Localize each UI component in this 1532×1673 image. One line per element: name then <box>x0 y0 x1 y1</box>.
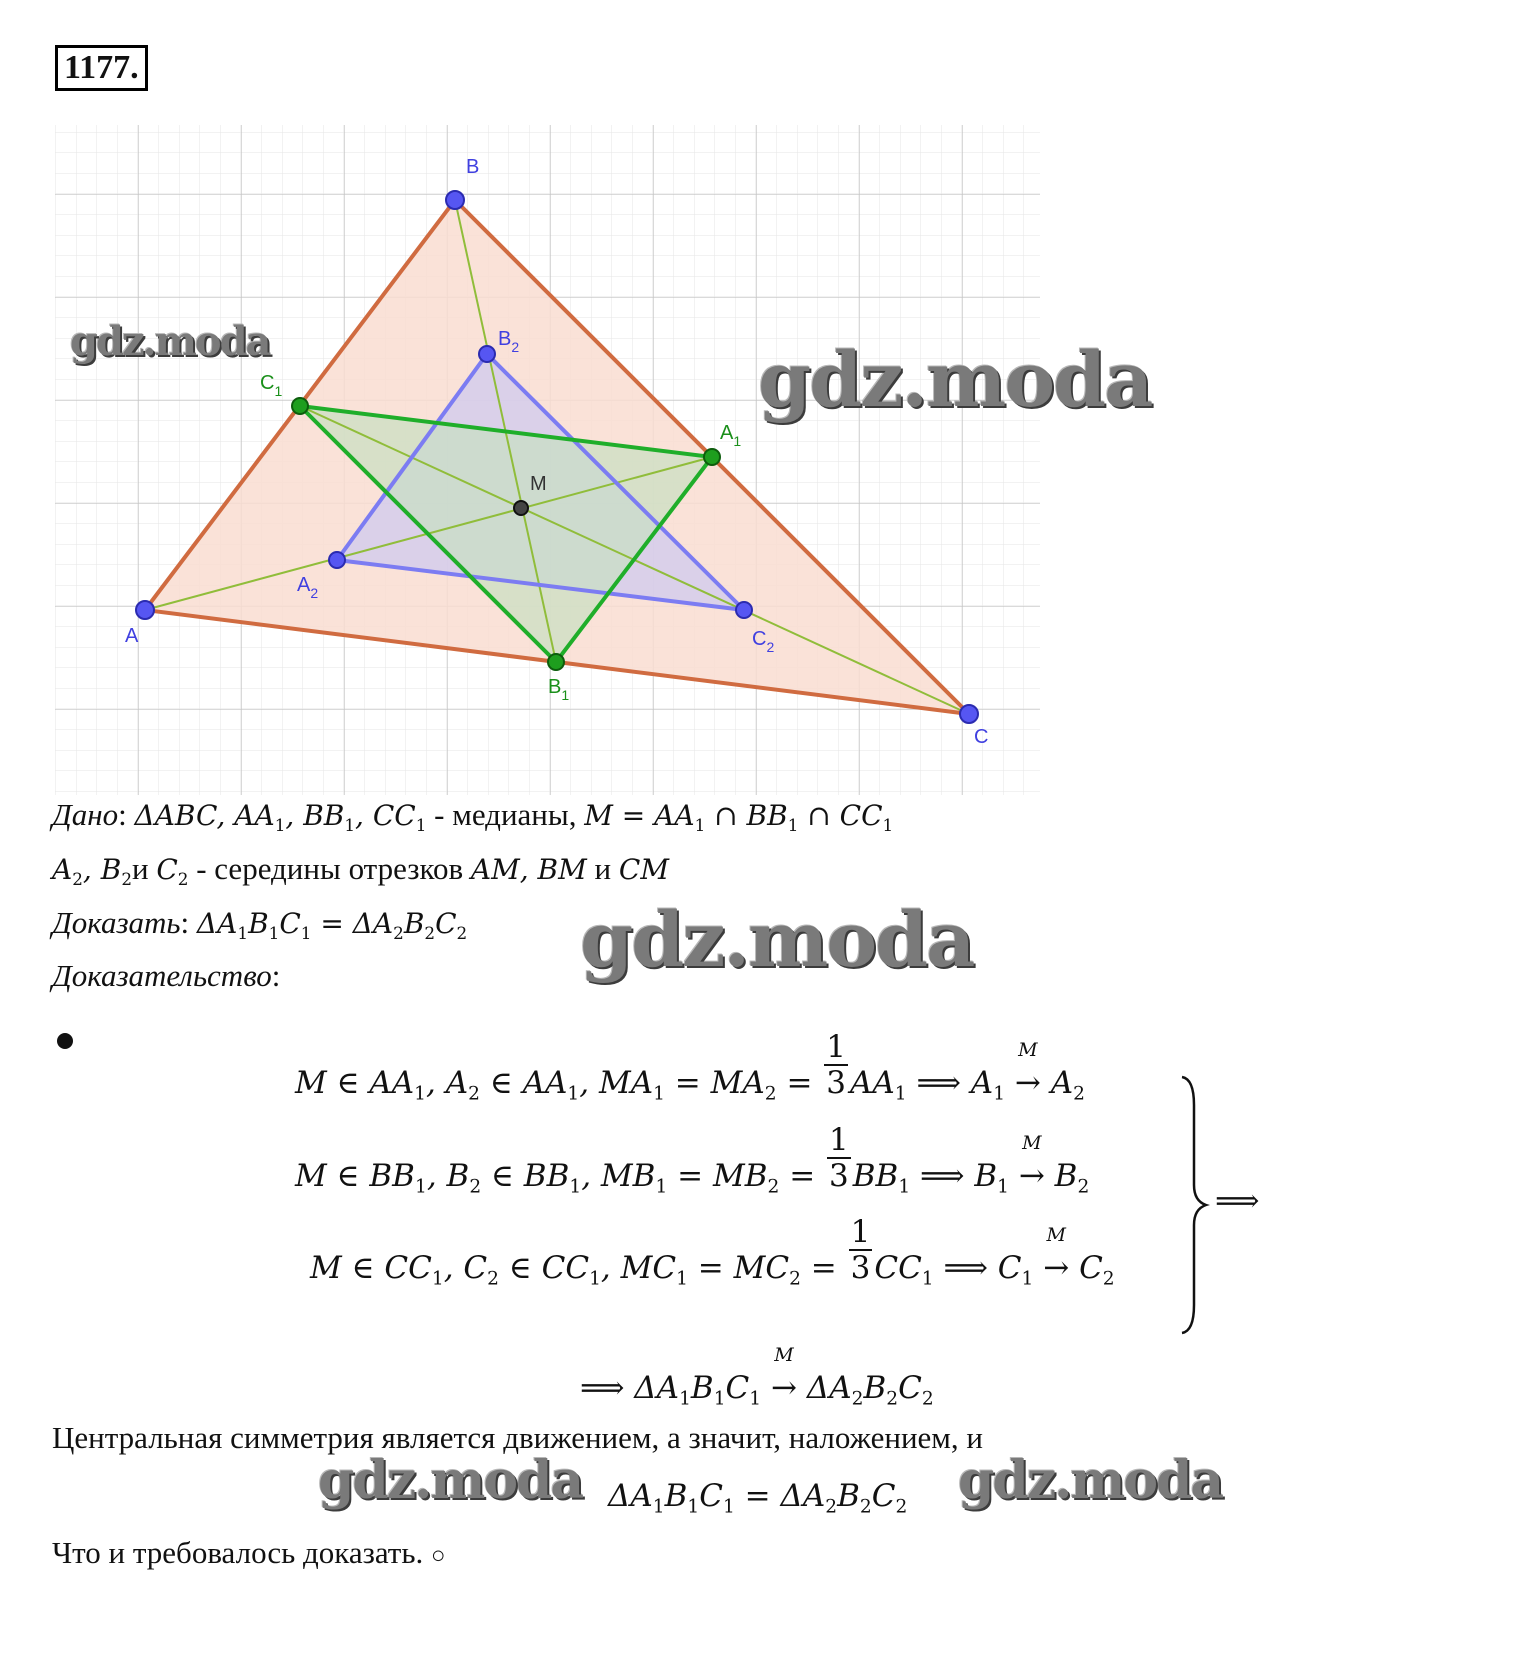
right-brace <box>1180 1075 1210 1335</box>
problem-number: 1177. <box>55 45 148 91</box>
label-b: B <box>466 156 480 178</box>
point-b <box>446 191 464 209</box>
fraction-one-third: $\frac{1}{3}$ <box>829 1121 849 1194</box>
point-a <box>136 601 154 619</box>
watermark: gdz.moda <box>580 895 974 984</box>
equation-row-2: M ∈ $BB_1$, $B_2$ ∈ $BB_1$, $MB_1 = MB_2$ = $\frac{1}{3}$ $BB_1$ ⟹ $B_1$ M → $B_2$ <box>295 1121 1090 1198</box>
qed-mark: ○ <box>431 1543 446 1569</box>
implies-arrow: ⟹ <box>1215 1183 1260 1219</box>
point-a2 <box>329 552 345 568</box>
given-m-definition: $M = AA_1$ ∩ $BB_1$ ∩ $CC_1$ <box>584 799 894 835</box>
label-b2: $B_2$ <box>498 328 520 355</box>
label-c2: $C_2$ <box>752 628 775 655</box>
point-c2 <box>736 602 752 618</box>
proof-label: Доказательство <box>52 958 272 993</box>
central-symmetry-text: Центральная симметрия является движением, а значит, наложением, и <box>52 1420 984 1455</box>
label-a2: $A_2$ <box>297 574 319 601</box>
proof-label-line: Доказательство: <box>52 958 281 993</box>
conclusion-row: ⟹ $\Delta A_1B_1C_1$ M → $\Delta A_2B_2C_2$ <box>580 1344 934 1410</box>
point-c1 <box>292 398 308 414</box>
watermark: gdz.moda <box>318 1450 583 1511</box>
point-a1 <box>704 449 720 465</box>
point-b2 <box>479 346 495 362</box>
geometry-figure <box>55 125 1040 795</box>
symmetry-arrow: M → <box>1043 1224 1070 1286</box>
fraction-one-third: $\frac{1}{3}$ <box>850 1213 871 1286</box>
symmetry-arrow: M → <box>1014 1039 1041 1101</box>
given-line: Дано: ΔABC, $AA_1$, $BB_1$, $CC_1$ - медианы, $M = AA_1$ ∩ $BB_1$ ∩ $CC_1$ <box>52 797 894 835</box>
label-c: C <box>974 726 989 748</box>
qed-line <box>52 1535 446 1571</box>
label-a: A <box>125 625 139 647</box>
bullet <box>57 1033 73 1049</box>
qed-text: Что и требовалось доказать. <box>52 1535 424 1570</box>
given-medians: ΔABC, $AA_1$, $BB_1$, $CC_1$ <box>134 799 427 835</box>
symmetry-arrow: M → <box>770 1344 797 1406</box>
given-medians-text: - медианы, <box>426 797 585 832</box>
prove-line: Доказать: $\Delta A_1B_1C_1 = \Delta A_2B_2C_2$ <box>52 905 468 943</box>
watermark: gdz.moda <box>70 318 270 365</box>
prove-label: Доказать <box>52 905 181 940</box>
final-equality: $\Delta A_1B_1C_1 = \Delta A_2B_2C_2$ <box>608 1478 908 1518</box>
equation-row-3: M ∈ $CC_1$, $C_2$ ∈ $CC_1$, $MC_1 = MC_2$ = $\frac{1}{3}$ $CC_1$ ⟹ $C_1$ M → $C_2$ <box>310 1213 1115 1290</box>
fraction-one-third: $\frac{1}{3}$ <box>826 1028 847 1101</box>
label-a1: $A_1$ <box>720 422 742 449</box>
label-c1: $C_1$ <box>260 372 283 399</box>
label-m: M <box>530 473 547 495</box>
point-m <box>514 501 528 515</box>
point-b1 <box>548 654 564 670</box>
given-label: Дано <box>52 797 119 832</box>
watermark: gdz.moda <box>758 335 1152 424</box>
watermark: gdz.moda <box>958 1450 1223 1511</box>
symmetry-arrow: M → <box>1018 1132 1045 1194</box>
point-c <box>960 705 978 723</box>
equation-row-1: M ∈ $AA_1$, $A_2$ ∈ $AA_1$, $MA_1 = MA_2$ = $\frac{1}{3}$ $AA_1$ ⟹ $A_1$ M → $A_2$ <box>295 1028 1085 1105</box>
label-b1: $B_1$ <box>548 676 570 703</box>
midpoints-line: $A_2$, $B_2и$ $C_2$ - середины отрезков AM, BM и CM <box>52 851 669 889</box>
